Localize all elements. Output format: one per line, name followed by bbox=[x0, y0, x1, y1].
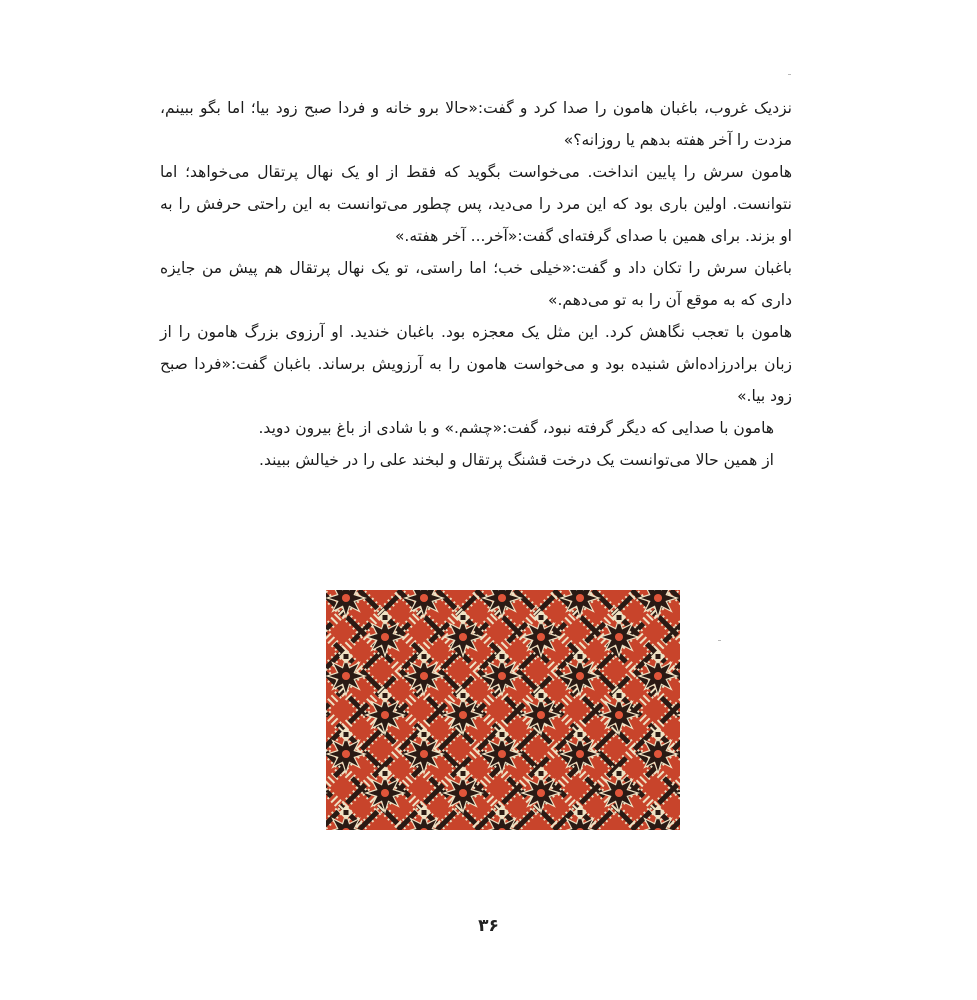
star-center bbox=[654, 750, 662, 758]
star-center bbox=[615, 633, 623, 641]
star-center bbox=[420, 672, 428, 680]
diamond-center bbox=[500, 810, 505, 815]
star-center bbox=[381, 711, 389, 719]
carpet-pattern-svg bbox=[326, 590, 680, 830]
diamond-center bbox=[344, 810, 349, 815]
star-center bbox=[654, 594, 662, 602]
diamond-center bbox=[656, 732, 661, 737]
star-center bbox=[537, 633, 545, 641]
star-center bbox=[498, 672, 506, 680]
diamond-center bbox=[422, 732, 427, 737]
paragraph-3: باغبان سرش را تکان داد و گفت:«خیلی خب؛ اما راستی، تو یک نهال پرتقال هم پیش من جایزه داری که به موقع آن را به تو می‌دهم.» bbox=[160, 259, 792, 309]
paper-speck bbox=[788, 74, 791, 75]
diamond-center bbox=[539, 693, 544, 698]
paragraph-2: هامون سرش را پایین انداخت. می‌خواست بگوید که فقط از او یک نهال پرتقال می‌خواهد؛ اما نتوانست. اولین باری بود که این مرد را می‌دید، پس چطور می‌توانست به این راحتی حرفش را به او بزند. برای همین با صدای گرفته‌ای گفت:«آخر... آخر هفته.» bbox=[160, 163, 792, 245]
star-center bbox=[342, 594, 350, 602]
diamond-center bbox=[578, 654, 583, 659]
star-center bbox=[654, 672, 662, 680]
star-center bbox=[381, 789, 389, 797]
diamond-center bbox=[500, 654, 505, 659]
star-center bbox=[498, 594, 506, 602]
star-center bbox=[576, 594, 584, 602]
star-center bbox=[498, 750, 506, 758]
diamond-center bbox=[617, 615, 622, 620]
story-text bbox=[160, 92, 792, 476]
star-center bbox=[537, 711, 545, 719]
star-center bbox=[459, 789, 467, 797]
diamond-center bbox=[461, 615, 466, 620]
diamond-center bbox=[539, 771, 544, 776]
diamond-center bbox=[422, 654, 427, 659]
carpet-pattern-image bbox=[326, 590, 680, 830]
star-center bbox=[420, 750, 428, 758]
star-center bbox=[459, 711, 467, 719]
page-number: ۳۶ bbox=[478, 916, 499, 936]
paragraph-5: هامون با صدایی که دیگر گرفته نبود، گفت:«چشم.» و با شادی از باغ بیرون دوید. bbox=[258, 419, 774, 437]
star-center bbox=[459, 633, 467, 641]
diamond-center bbox=[383, 615, 388, 620]
star-center bbox=[342, 750, 350, 758]
paper-speck bbox=[718, 640, 721, 641]
diamond-center bbox=[344, 732, 349, 737]
diamond-center bbox=[383, 771, 388, 776]
diamond-center bbox=[656, 654, 661, 659]
star-center bbox=[576, 750, 584, 758]
diamond-center bbox=[461, 693, 466, 698]
diamond-center bbox=[344, 654, 349, 659]
diamond-center bbox=[383, 693, 388, 698]
star-center bbox=[615, 789, 623, 797]
diamond-center bbox=[461, 771, 466, 776]
star-center bbox=[576, 672, 584, 680]
star-center bbox=[342, 672, 350, 680]
diamond-center bbox=[500, 732, 505, 737]
diamond-center bbox=[539, 615, 544, 620]
paragraph-4: هامون با تعجب نگاهش کرد. این مثل یک معجزه بود. باغبان خندید. او آرزوی بزرگ هامون را از زبان برادرزاده‌اش شنیده بود و می‌خواست هامون را به آرزویش برساند. باغبان گفت:«فردا صبح زود بیا.» bbox=[160, 323, 792, 405]
star-center bbox=[381, 633, 389, 641]
diamond-center bbox=[656, 810, 661, 815]
paragraph-6: از همین حالا می‌توانست یک درخت قشنگ پرتقال و لبخند علی را در خیالش ببیند. bbox=[259, 451, 774, 469]
star-center bbox=[615, 711, 623, 719]
diamond-center bbox=[617, 693, 622, 698]
diamond-center bbox=[578, 810, 583, 815]
star-center bbox=[537, 789, 545, 797]
star-center bbox=[420, 594, 428, 602]
paragraph-1: نزدیک غروب، باغبان هامون را صدا کرد و گفت:«حالا برو خانه و فردا صبح زود بیا؛ اما بگو ببینم، مزدت را آخر هفته بدهم یا روزانه؟» bbox=[160, 99, 792, 149]
diamond-center bbox=[617, 771, 622, 776]
diamond-center bbox=[578, 732, 583, 737]
diamond-center bbox=[422, 810, 427, 815]
